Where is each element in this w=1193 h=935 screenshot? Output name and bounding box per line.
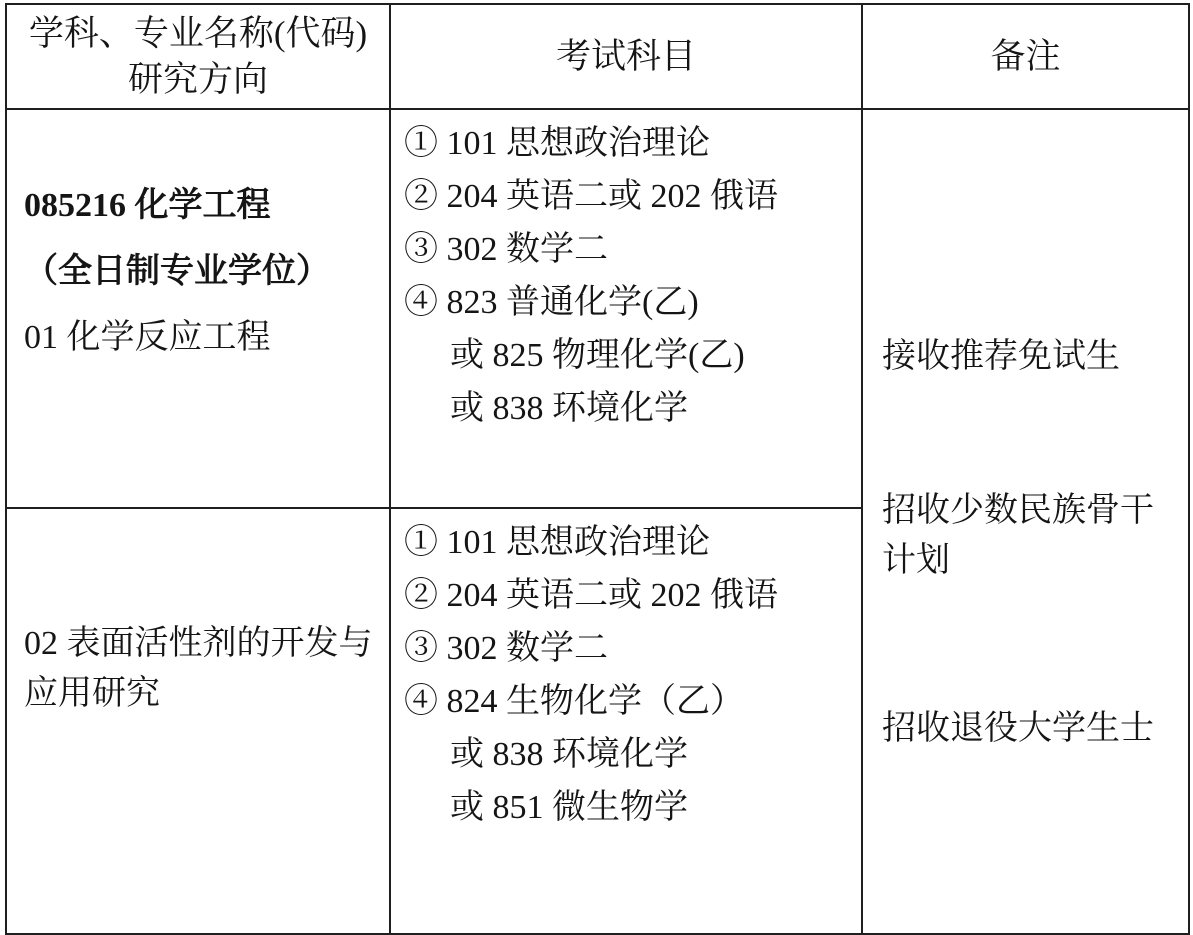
research-direction-02: 02 表面活性剂的开发与应用研究: [24, 625, 373, 712]
research-direction-01: 01 化学反应工程: [24, 319, 271, 356]
subject-line: ① 101 思想政治理论: [404, 524, 710, 561]
header-subjects-column: 考试科目: [390, 4, 862, 109]
subject-alt-line: 或 838 环境化学: [450, 390, 688, 427]
header-remarks-column: 备注: [862, 4, 1189, 109]
program-cell-01: [6, 109, 390, 508]
program-cell-02: [6, 508, 390, 934]
subject-alt-line: 或 825 物理化学(乙): [450, 337, 745, 374]
program-type: （全日制专业学位）: [24, 253, 330, 290]
subject-alt-line: 或 851 微生物学: [450, 789, 688, 826]
subject-line: ④ 824 生物化学（乙）: [404, 683, 744, 720]
remark-minority-program: 招收少数民族骨干计划: [882, 492, 1154, 579]
subject-line: ② 204 英语二或 202 俄语: [404, 178, 778, 215]
subject-line: ③ 302 数学二: [404, 630, 608, 667]
table-row-program-01: [6, 109, 1189, 508]
remark-veteran-program: 招收退役大学生士: [882, 710, 1154, 747]
header-program-line1: 学科、专业名称(代码): [28, 13, 368, 53]
admissions-exam-table: [5, 3, 1190, 935]
subject-alt-line: 或 838 环境化学: [450, 736, 688, 773]
remarks-cell: [862, 109, 1189, 934]
table-header-row: [6, 4, 1189, 109]
remark-recommended-exempt: 接收推荐免试生: [882, 338, 1120, 375]
subject-line: ③ 302 数学二: [404, 231, 608, 268]
subjects-cell-02: [390, 508, 862, 934]
header-program-column: [6, 4, 390, 109]
subject-line: ① 101 思想政治理论: [404, 125, 710, 162]
header-program-line2: 研究方向: [127, 59, 268, 99]
subject-line: ② 204 英语二或 202 俄语: [404, 577, 778, 614]
program-code: 085216 化学工程: [24, 187, 271, 224]
subjects-cell-01: [390, 109, 862, 508]
subject-line: ④ 823 普通化学(乙): [404, 284, 699, 321]
